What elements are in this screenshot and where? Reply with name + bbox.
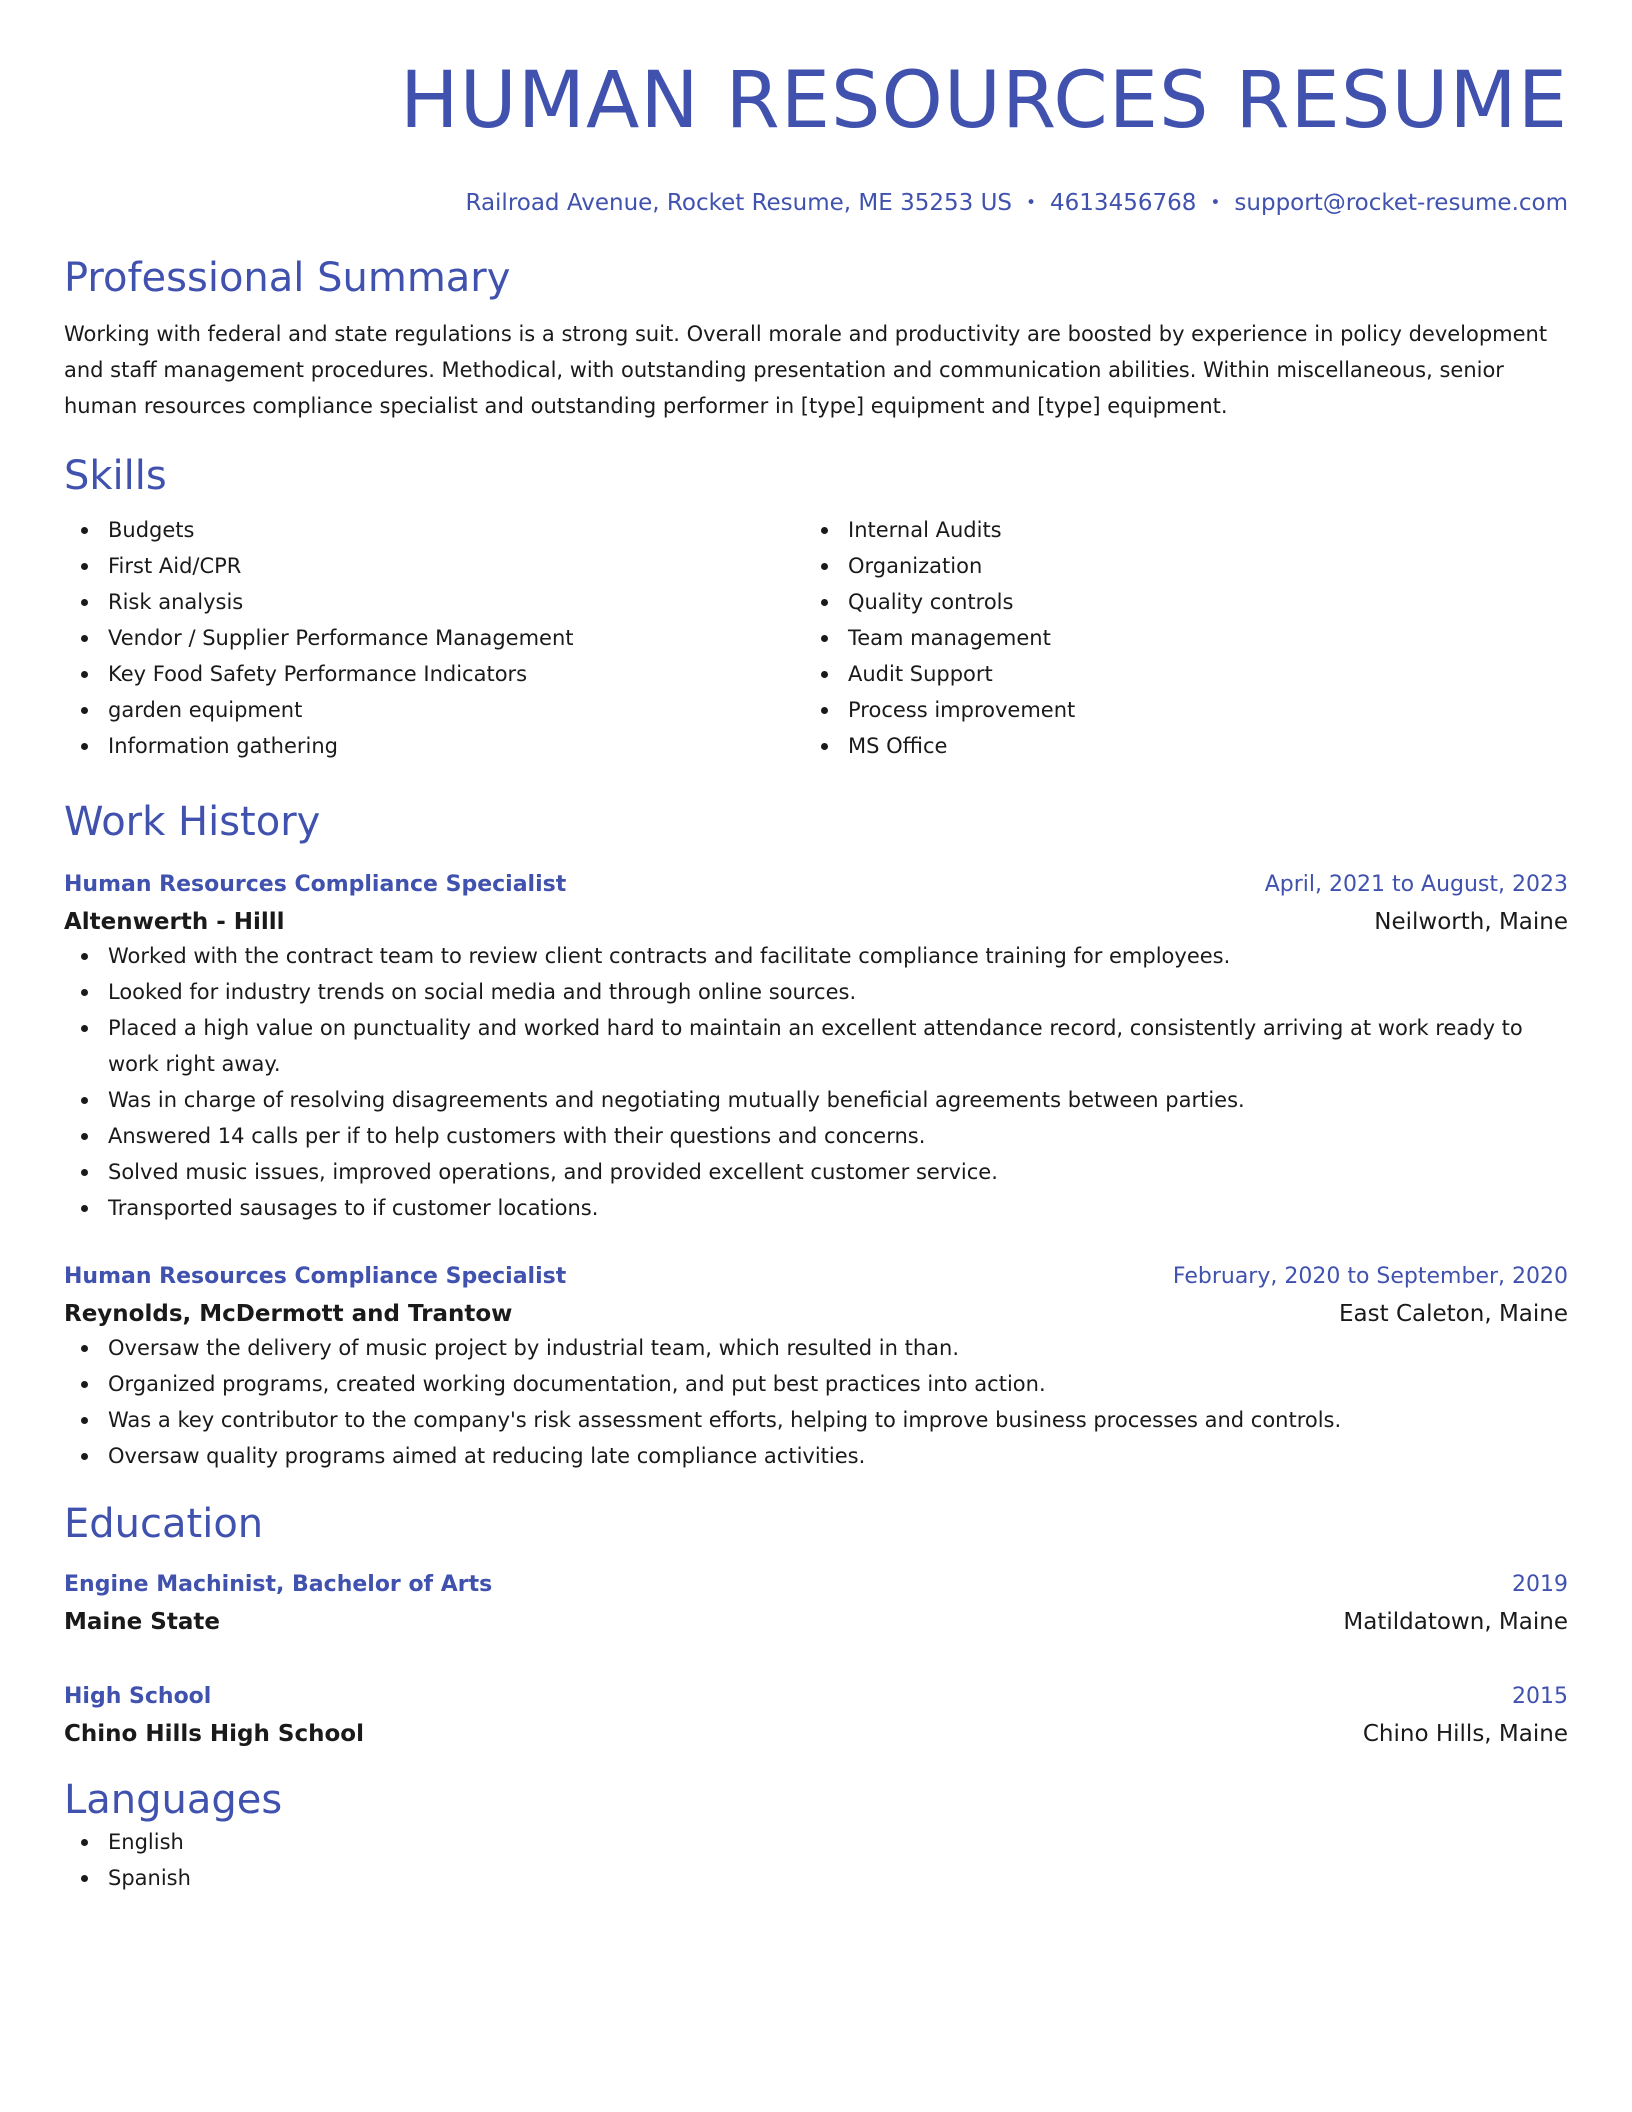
duty-item: Was a key contributor to the company's risk assessment efforts, helping to improve business processes and controls. (64, 1402, 1568, 1438)
resume-title: HUMAN RESOURCES RESUME (399, 56, 1568, 146)
languages-list (64, 1824, 1568, 1896)
bullet-icon (81, 1417, 88, 1424)
skill-item: Process improvement (804, 692, 1544, 728)
separator-dot: • (1026, 193, 1037, 213)
skill-item: Vendor / Supplier Performance Management (64, 620, 804, 656)
bullet-icon (821, 599, 828, 606)
bullet-icon (81, 707, 88, 714)
language-item: English (64, 1824, 1568, 1860)
school-location: Matildatown, Maine (1343, 1609, 1568, 1635)
education-entry (64, 1682, 1568, 1750)
skill-item: garden equipment (64, 692, 804, 728)
bullet-icon (81, 989, 88, 996)
bullet-icon (821, 635, 828, 642)
duty-item: Transported sausages to if customer locations. (64, 1190, 1568, 1226)
school-location: Chino Hills, Maine (1362, 1721, 1568, 1747)
job-title: Human Resources Compliance Specialist (64, 872, 567, 897)
duty-item: Looked for industry trends on social media and through online sources. (64, 974, 1568, 1010)
company-name: Altenwerth - Hilll (64, 909, 285, 935)
section-title-education: Education (64, 1501, 264, 1547)
bullet-icon (81, 1025, 88, 1032)
skill-item: First Aid/CPR (64, 548, 804, 584)
bullet-icon (81, 1345, 88, 1352)
bullet-icon (81, 953, 88, 960)
duty-item: Placed a high value on punctuality and worked hard to maintain an excellent attendance record, consistently arriving at work ready to work right away. (64, 1010, 1568, 1082)
bullet-icon (81, 1381, 88, 1388)
bullet-icon (821, 743, 828, 750)
bullet-icon (81, 1839, 88, 1846)
duty-item: Answered 14 calls per if to help customers with their questions and concerns. (64, 1118, 1568, 1154)
duty-item: Worked with the contract team to review client contracts and facilitate compliance training for employees. (64, 938, 1568, 974)
skills-grid (64, 512, 1568, 764)
bullet-icon (81, 743, 88, 750)
contact-phone: 4613456768 (1050, 190, 1197, 216)
summary-text: Working with federal and state regulations is a strong suit. Overall morale and productivity are boosted by experience in policy development and staff management procedures. Methodical, with outstanding presentation and communication abilities. Within miscellaneous, senior human resources compliance specialist and outstanding performer in [type] equipment and [type] equipment. (64, 322, 1548, 418)
skill-item: Organization (804, 548, 1544, 584)
bullet-icon (81, 635, 88, 642)
bullet-icon (81, 1453, 88, 1460)
language-item: Spanish (64, 1860, 1568, 1896)
school-name: Chino Hills High School (64, 1721, 364, 1747)
section-title-summary: Professional Summary (64, 255, 511, 301)
skill-item: Risk analysis (64, 584, 804, 620)
duty-item: Organized programs, created working documentation, and put best practices into action. (64, 1366, 1568, 1402)
bullet-icon (821, 527, 828, 534)
school-name: Maine State (64, 1609, 220, 1635)
degree-name: Engine Machinist, Bachelor of Arts (64, 1572, 493, 1597)
section-title-languages: Languages (64, 1777, 283, 1823)
skill-item: MS Office (804, 728, 1544, 764)
job-dates: April, 2021 to August, 2023 (1264, 872, 1568, 897)
work-entry (64, 1262, 1568, 1474)
bullet-icon (81, 1097, 88, 1104)
duty-item: Was in charge of resolving disagreements and negotiating mutually beneficial agreements between parties. (64, 1082, 1568, 1118)
skill-item: Information gathering (64, 728, 804, 764)
work-entry (64, 870, 1568, 1226)
degree-name: High School (64, 1684, 212, 1709)
bullet-icon (81, 599, 88, 606)
bullet-icon (81, 527, 88, 534)
bullet-icon (81, 671, 88, 678)
bullet-icon (81, 1169, 88, 1176)
job-dates: February, 2020 to September, 2020 (1172, 1264, 1568, 1289)
duty-item: Oversaw quality programs aimed at reducing late compliance activities. (64, 1438, 1568, 1474)
skill-item: Budgets (64, 512, 804, 548)
skill-item: Internal Audits (804, 512, 1544, 548)
skill-item: Audit Support (804, 656, 1544, 692)
bullet-icon (81, 1875, 88, 1882)
job-duties-list (64, 938, 1568, 1226)
separator-dot: • (1210, 193, 1221, 213)
bullet-icon (821, 671, 828, 678)
duty-item: Solved music issues, improved operations, and provided excellent customer service. (64, 1154, 1568, 1190)
skills-column-right (804, 512, 1544, 764)
contact-address: Railroad Avenue, Rocket Resume, ME 35253 US (465, 190, 1012, 216)
contact-line (64, 188, 1568, 218)
section-title-skills: Skills (64, 453, 167, 499)
job-location: Neilworth, Maine (1374, 909, 1568, 935)
job-location: East Caleton, Maine (1339, 1301, 1568, 1327)
bullet-icon (81, 563, 88, 570)
section-title-work-history: Work History (64, 799, 321, 845)
skill-item: Key Food Safety Performance Indicators (64, 656, 804, 692)
skill-item: Quality controls (804, 584, 1544, 620)
skills-column-left (64, 512, 804, 764)
skill-item: Team management (804, 620, 1544, 656)
bullet-icon (81, 1133, 88, 1140)
education-entry (64, 1570, 1568, 1638)
job-title: Human Resources Compliance Specialist (64, 1264, 567, 1289)
company-name: Reynolds, McDermott and Trantow (64, 1301, 513, 1327)
bullet-icon (81, 1205, 88, 1212)
bullet-icon (821, 563, 828, 570)
graduation-year: 2019 (1512, 1572, 1568, 1597)
duty-item: Oversaw the delivery of music project by industrial team, which resulted in than. (64, 1330, 1568, 1366)
bullet-icon (821, 707, 828, 714)
job-duties-list (64, 1330, 1568, 1474)
graduation-year: 2015 (1512, 1684, 1568, 1709)
contact-email[interactable]: support@rocket-resume.com (1234, 190, 1568, 216)
